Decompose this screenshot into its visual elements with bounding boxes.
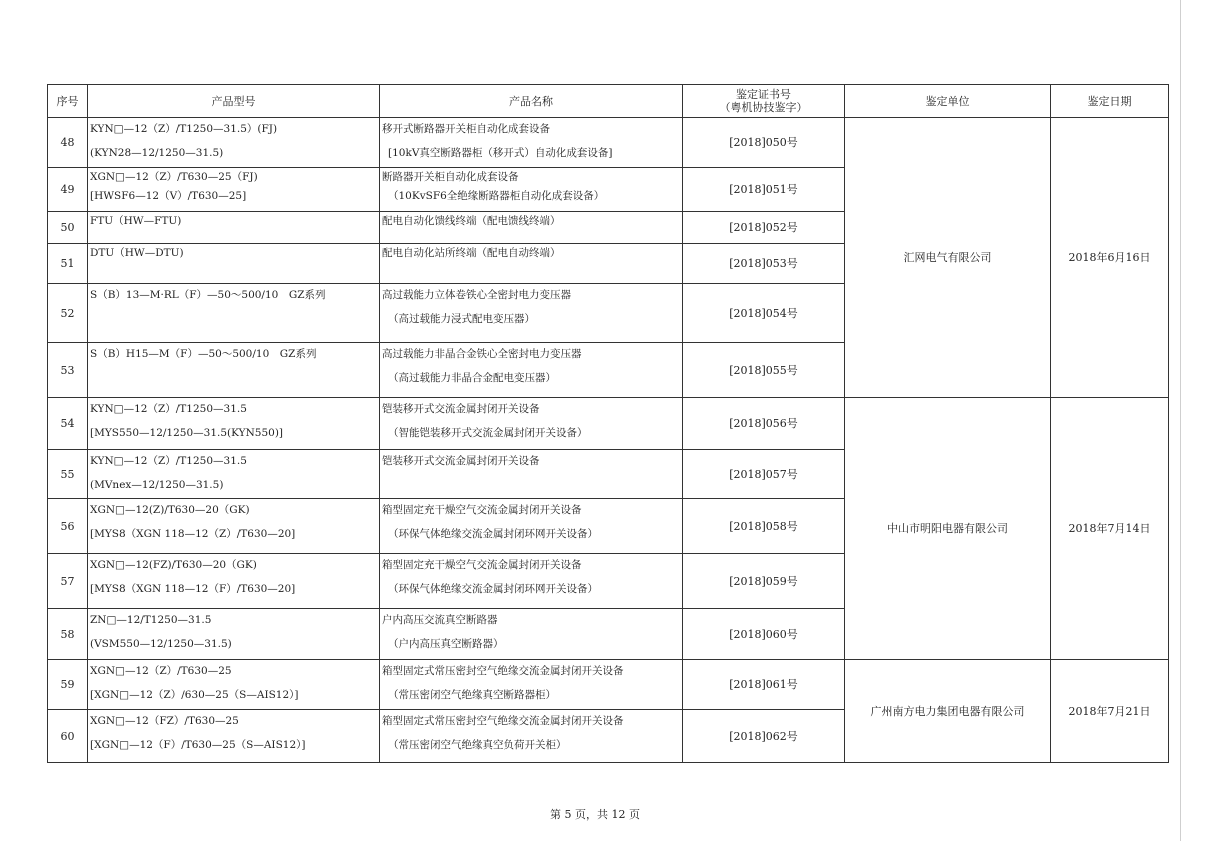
- certification-table: [47, 84, 1169, 763]
- model-line: (VSM550—12/1250—31.5): [90, 638, 232, 650]
- model-line: [XGN□—12（Z）/630—25（S—AIS12）]: [90, 689, 299, 701]
- cell-product-name: [380, 398, 683, 450]
- model-line: ZN□—12/T1250—31.5: [90, 614, 212, 626]
- cell-cert-number: [2018]059号: [683, 554, 845, 609]
- cell-unit: 汇网电气有限公司: [845, 118, 1051, 398]
- product-name-line: 移开式断路器开关柜自动化成套设备: [382, 123, 550, 135]
- cell-model: [88, 660, 380, 710]
- cell-date: 2018年6月16日: [1051, 118, 1169, 398]
- cell-unit: 中山市明阳电器有限公司: [845, 398, 1051, 660]
- model-line: (KYN28—12/1250—31.5): [90, 147, 224, 159]
- cell-model: [88, 499, 380, 554]
- cell-cert-number: [2018]058号: [683, 499, 845, 554]
- product-name-line: 箱型固定充干燥空气交流金属封闭开关设备: [382, 559, 582, 571]
- model-line: [88, 284, 379, 308]
- cell-product-name: [380, 118, 683, 168]
- model-text: S（B）13—M·RL（F）—50～500/10 GZ: [90, 289, 305, 301]
- cell-cert-number: [2018]056号: [683, 398, 845, 450]
- product-name-line: （常压密闭空气绝缘真空断路器柜）: [388, 689, 556, 701]
- model-line: KYN□—12（Z）/T1250—31.5: [90, 455, 247, 467]
- cell-num: 53: [48, 343, 88, 398]
- page-footer: 第 5 页，共 12 页: [550, 808, 640, 821]
- product-name-line: 箱型固定充干燥空气交流金属封闭开关设备: [382, 504, 582, 516]
- header-num: 序号: [48, 85, 88, 118]
- product-name-line: 箱型固定式常压密封空气绝缘交流金属封闭开关设备: [382, 715, 624, 727]
- model-text: S（B）H15—M（F）—50～500/10 GZ: [90, 348, 296, 360]
- model-line: XGN□—12(Z)/T630—20（GK): [90, 504, 250, 516]
- model-line: [MYS550—12/1250—31.5(KYN550)]: [90, 427, 284, 439]
- model-line: KYN□—12（Z）/T1250—31.5）(FJ): [90, 123, 278, 135]
- cell-num: 59: [48, 660, 88, 710]
- product-name-line: 配电自动化站所终端（配电自动终端）: [382, 247, 561, 259]
- model-line: DTU（HW—DTU): [90, 247, 184, 259]
- product-name-line: 高过载能力非晶合金铁心全密封电力变压器: [382, 348, 582, 360]
- model-line: XGN□—12（Z）/T630—25: [90, 665, 232, 677]
- cell-product-name: [380, 284, 683, 343]
- cell-cert-number: [2018]057号: [683, 450, 845, 499]
- cell-num: 49: [48, 168, 88, 212]
- cell-model: [88, 244, 380, 284]
- product-name-line: （环保气体绝缘交流金属封闭环网开关设备）: [388, 528, 598, 540]
- cell-model: [88, 343, 380, 398]
- cell-num: 58: [48, 609, 88, 660]
- cell-num: 57: [48, 554, 88, 609]
- cell-cert-number: [2018]054号: [683, 284, 845, 343]
- cell-model: [88, 212, 380, 244]
- product-name-line: [10kV真空断路器柜（移开式）自动化成套设备]: [388, 147, 613, 159]
- cell-product-name: [380, 244, 683, 284]
- product-name-line: 铠装移开式交流金属封闭开关设备: [382, 403, 540, 415]
- table-row: [48, 398, 1169, 450]
- cell-num: 50: [48, 212, 88, 244]
- table-header-row: [48, 85, 1169, 118]
- product-name-line: （智能铠装移开式交流金属封闭开关设备）: [388, 427, 588, 439]
- cell-model: [88, 398, 380, 450]
- cell-model: [88, 168, 380, 212]
- model-series-suffix: 系列: [304, 289, 326, 301]
- model-line: [MYS8（XGN 118—12（Z）/T630—20]: [90, 528, 296, 540]
- model-line: XGN□—12(FZ)/T630—20（GK): [90, 559, 257, 571]
- cell-product-name: [380, 450, 683, 499]
- cell-num: 48: [48, 118, 88, 168]
- cell-product-name: [380, 212, 683, 244]
- model-line: [HWSF6—12（V）/T630—25]: [90, 190, 247, 202]
- cell-model: [88, 284, 380, 343]
- cell-num: 54: [48, 398, 88, 450]
- header-model: 产品型号: [88, 85, 380, 118]
- product-name-line: （高过载能力浸式配电变压器）: [388, 313, 535, 325]
- product-name-line: （环保气体绝缘交流金属封闭环网开关设备）: [388, 583, 598, 595]
- model-series-suffix: 系列: [295, 348, 317, 360]
- header-cert: [683, 85, 845, 118]
- model-line: [XGN□—12（F）/T630—25（S—AIS12）]: [90, 739, 306, 751]
- header-name: 产品名称: [380, 85, 683, 118]
- model-line: [88, 343, 379, 367]
- cell-product-name: [380, 168, 683, 212]
- header-cert-line1: 鉴定证书号: [736, 88, 791, 101]
- product-name-line: 断路器开关柜自动化成套设备: [382, 171, 519, 183]
- header-unit: 鉴定单位: [845, 85, 1051, 118]
- product-name-line: 箱型固定式常压密封空气绝缘交流金属封闭开关设备: [382, 665, 624, 677]
- page-edge-line: [1180, 0, 1181, 841]
- cell-model: [88, 609, 380, 660]
- cell-cert-number: [2018]050号: [683, 118, 845, 168]
- model-line: XGN□—12（Z）/T630—25（FJ): [90, 171, 258, 183]
- product-name-line: 高过载能力立体卷铁心全密封电力变压器: [382, 289, 571, 301]
- product-name-line: 配电自动化馈线终端（配电馈线终端）: [382, 215, 561, 227]
- cell-date: 2018年7月21日: [1051, 660, 1169, 763]
- model-line: KYN□—12（Z）/T1250—31.5: [90, 403, 247, 415]
- product-name-line: （户内高压真空断路器）: [388, 638, 504, 650]
- table-row: [48, 118, 1169, 168]
- cell-num: 51: [48, 244, 88, 284]
- cell-product-name: [380, 710, 683, 763]
- product-name-line: （10KvSF6全绝缘断路器柜自动化成套设备）: [388, 190, 605, 202]
- header-cert-line2: （粤机协技鉴字）: [719, 101, 808, 114]
- model-line: (MVnex—12/1250—31.5): [90, 479, 224, 491]
- cell-product-name: [380, 660, 683, 710]
- cell-cert-number: [2018]055号: [683, 343, 845, 398]
- product-name-line: 铠装移开式交流金属封闭开关设备: [382, 455, 540, 467]
- cell-cert-number: [2018]062号: [683, 710, 845, 763]
- cell-product-name: [380, 554, 683, 609]
- cell-cert-number: [2018]060号: [683, 609, 845, 660]
- cell-model: [88, 118, 380, 168]
- cell-cert-number: [2018]061号: [683, 660, 845, 710]
- cell-cert-number: [2018]051号: [683, 168, 845, 212]
- cell-product-name: [380, 609, 683, 660]
- cell-unit: 广州南方电力集团电器有限公司: [845, 660, 1051, 763]
- cell-cert-number: [2018]053号: [683, 244, 845, 284]
- header-date: 鉴定日期: [1051, 85, 1169, 118]
- model-line: XGN□—12（FZ）/T630—25: [90, 715, 239, 727]
- cell-model: [88, 554, 380, 609]
- cell-num: 60: [48, 710, 88, 763]
- cell-num: 56: [48, 499, 88, 554]
- cell-cert-number: [2018]052号: [683, 212, 845, 244]
- cell-product-name: [380, 343, 683, 398]
- product-name-line: （高过载能力非晶合金配电变压器）: [388, 372, 556, 384]
- cell-date: 2018年7月14日: [1051, 398, 1169, 660]
- cell-num: 52: [48, 284, 88, 343]
- model-line: [MYS8（XGN 118—12（F）/T630—20]: [90, 583, 296, 595]
- cell-model: [88, 710, 380, 763]
- table-row: [48, 660, 1169, 710]
- cell-model: [88, 450, 380, 499]
- product-name-line: （常压密闭空气绝缘真空负荷开关柜）: [388, 739, 567, 751]
- cell-num: 55: [48, 450, 88, 499]
- product-name-line: 户内高压交流真空断路器: [382, 614, 498, 626]
- cell-product-name: [380, 499, 683, 554]
- model-line: FTU（HW—FTU): [90, 215, 182, 227]
